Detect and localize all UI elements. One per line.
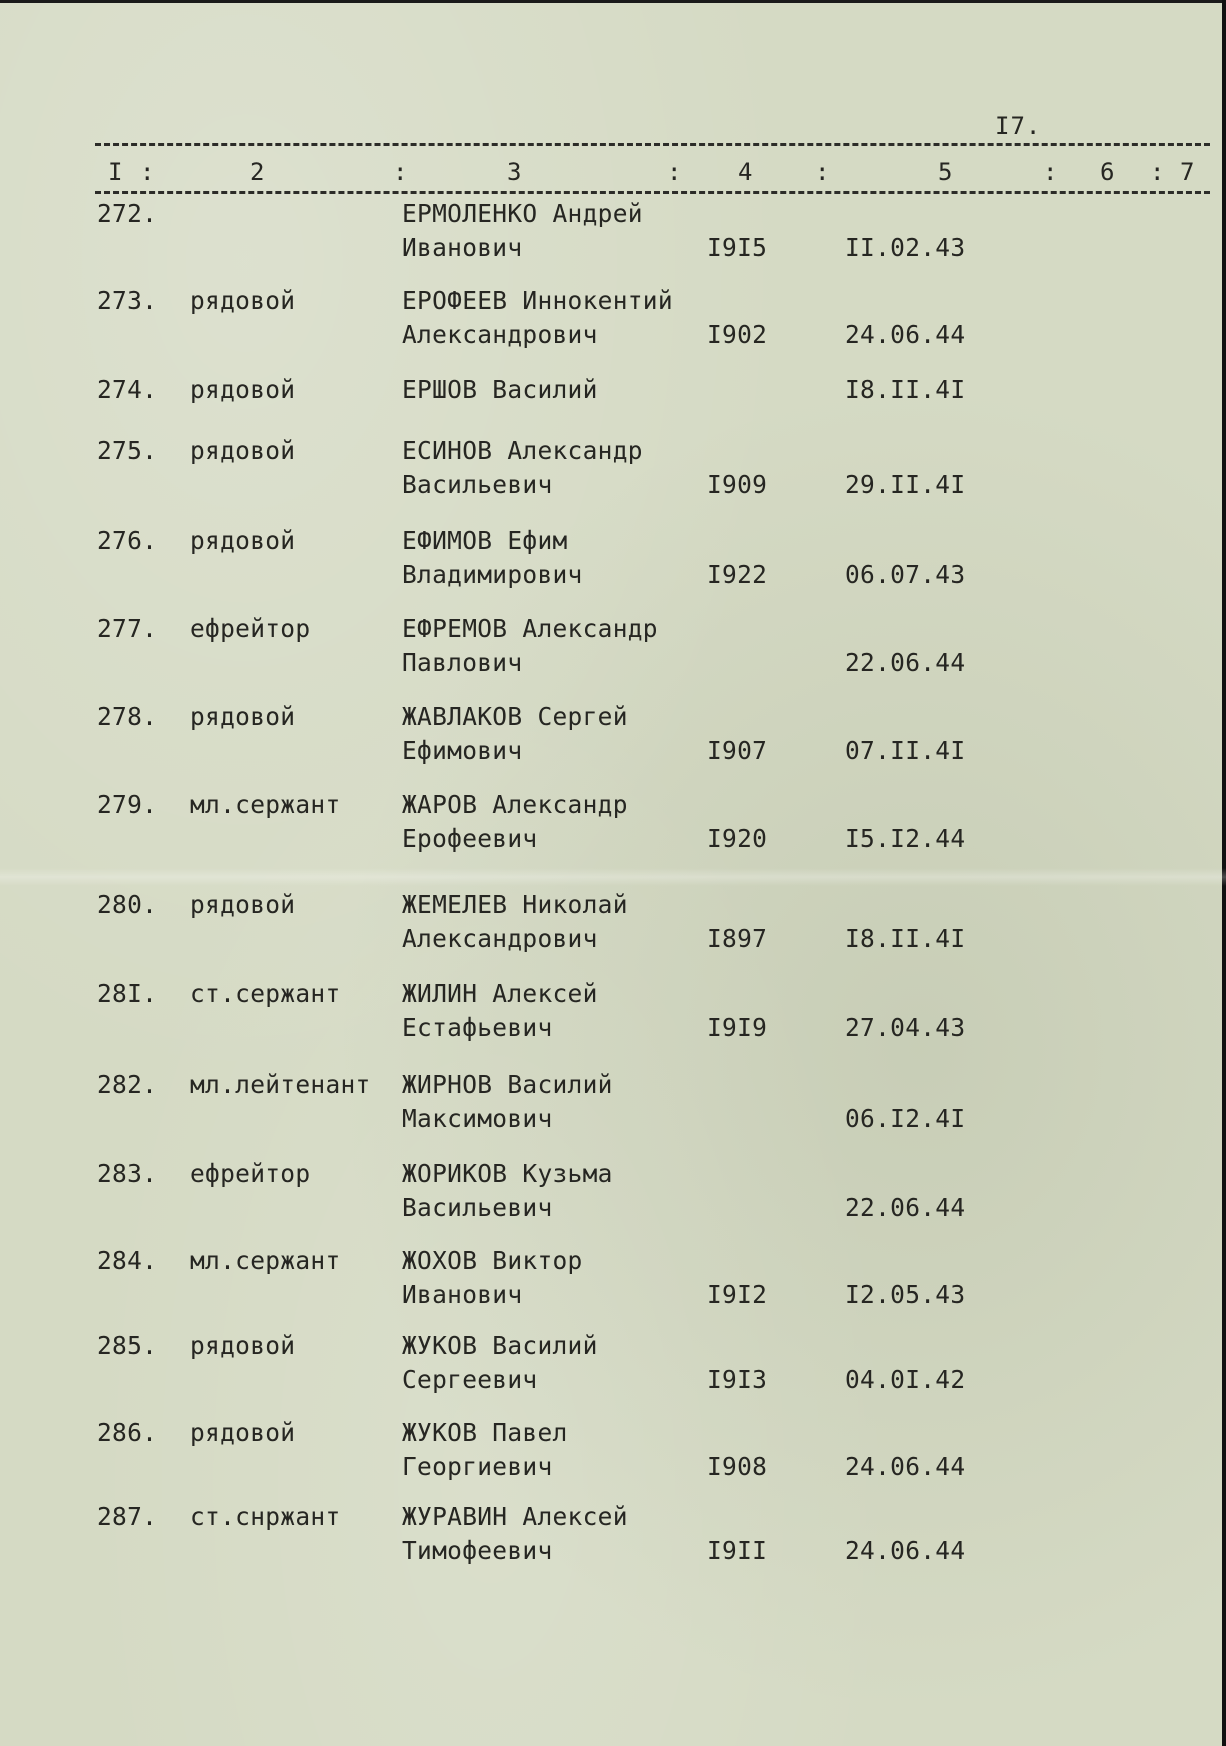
entry-patronymic: Ерофеевич (402, 824, 538, 853)
entry-date: I8.II.4I (845, 375, 966, 404)
entry-date: 24.06.44 (845, 1536, 966, 1565)
list-item (0, 1159, 1226, 1229)
column-header-6: 6 (1100, 158, 1115, 186)
entry-rank: рядовой (190, 375, 296, 404)
entry-surname: ЖУКОВ Павел (402, 1418, 568, 1447)
entry-rank: ефрейтор (190, 614, 311, 643)
entry-date: I2.05.43 (845, 1280, 966, 1309)
entry-rank: рядовой (190, 1418, 296, 1447)
entry-rank: мл.лейтенант (190, 1070, 371, 1099)
paper-fold (0, 868, 1226, 886)
column-separator: : (1150, 158, 1165, 186)
entry-birth-year: I907 (707, 736, 768, 765)
entry-patronymic: Иванович (402, 1280, 523, 1309)
page-number: I7. (995, 112, 1042, 140)
entry-birth-year: I9I9 (707, 1013, 768, 1042)
list-item (0, 890, 1226, 960)
entry-surname: ЖАРОВ Александр (402, 790, 628, 819)
entry-birth-year: I897 (707, 924, 768, 953)
entry-rank: ст.сержант (190, 979, 341, 1008)
entry-number: 283. (97, 1159, 158, 1188)
column-header-4: 4 (738, 158, 753, 186)
list-item (0, 526, 1226, 596)
entry-patronymic: Тимофеевич (402, 1536, 553, 1565)
list-item (0, 1331, 1226, 1401)
entry-date: 04.0I.42 (845, 1365, 966, 1394)
column-header-7: 7 (1180, 158, 1195, 186)
entry-date: 07.II.4I (845, 736, 966, 765)
column-header-3: 3 (507, 158, 522, 186)
entry-birth-year: I909 (707, 470, 768, 499)
entry-birth-year: I922 (707, 560, 768, 589)
entry-birth-year: I9I5 (707, 233, 768, 262)
entry-patronymic: Иванович (402, 233, 523, 262)
column-separator: : (667, 158, 682, 186)
entry-patronymic: Александрович (402, 924, 598, 953)
entry-patronymic: Естафьевич (402, 1013, 553, 1042)
list-item (0, 1418, 1226, 1488)
list-item (0, 790, 1226, 860)
entry-number: 28I. (97, 979, 158, 1008)
entry-surname: ЖОРИКОВ Кузьма (402, 1159, 613, 1188)
column-header-5: 5 (938, 158, 953, 186)
list-item (0, 979, 1226, 1049)
list-item (0, 1070, 1226, 1140)
entry-number: 276. (97, 526, 158, 555)
entry-number: 284. (97, 1246, 158, 1275)
list-item (0, 1502, 1226, 1572)
entry-surname: ЕФИМОВ Ефим (402, 526, 568, 555)
entry-date: I8.II.4I (845, 924, 966, 953)
entry-surname: ЕФРЕМОВ Александр (402, 614, 658, 643)
entry-patronymic: Максимович (402, 1104, 553, 1133)
list-item (0, 199, 1226, 269)
entry-surname: ЕРОФЕЕВ Иннокентий (402, 286, 673, 315)
entry-rank: ст.снржант (190, 1502, 341, 1531)
entry-rank: рядовой (190, 702, 296, 731)
entry-date: 24.06.44 (845, 320, 966, 349)
entry-patronymic: Васильевич (402, 470, 553, 499)
entry-number: 278. (97, 702, 158, 731)
entry-date: 29.II.4I (845, 470, 966, 499)
entry-surname: ЕСИНОВ Александр (402, 436, 643, 465)
column-separator: : (393, 158, 408, 186)
header-top-rule (95, 143, 1210, 146)
entry-surname: ЖУКОВ Василий (402, 1331, 598, 1360)
column-separator: : (1043, 158, 1058, 186)
column-header-2: 2 (250, 158, 265, 186)
entry-birth-year: I9I2 (707, 1280, 768, 1309)
entry-patronymic: Васильевич (402, 1193, 553, 1222)
entry-number: 273. (97, 286, 158, 315)
header-bottom-rule (95, 191, 1210, 194)
entry-rank: ефрейтор (190, 1159, 311, 1188)
entry-rank: рядовой (190, 526, 296, 555)
list-item (0, 614, 1226, 684)
entry-surname: ЖАВЛАКОВ Сергей (402, 702, 628, 731)
entry-patronymic: Павлович (402, 648, 523, 677)
entry-date: 24.06.44 (845, 1452, 966, 1481)
entry-rank: мл.сержант (190, 790, 341, 819)
entry-date: 27.04.43 (845, 1013, 966, 1042)
entry-number: 286. (97, 1418, 158, 1447)
entry-number: 280. (97, 890, 158, 919)
entry-surname: ЖИРНОВ Василий (402, 1070, 613, 1099)
entry-birth-year: I908 (707, 1452, 768, 1481)
entry-rank: рядовой (190, 436, 296, 465)
entry-number: 275. (97, 436, 158, 465)
column-header-1: I (108, 158, 123, 186)
entry-rank: рядовой (190, 286, 296, 315)
column-separator: : (815, 158, 830, 186)
entry-date: 22.06.44 (845, 1193, 966, 1222)
entry-date: 22.06.44 (845, 648, 966, 677)
entry-date: I5.I2.44 (845, 824, 966, 853)
entry-patronymic: Александрович (402, 320, 598, 349)
entry-birth-year: I920 (707, 824, 768, 853)
entry-surname: ЖОХОВ Виктор (402, 1246, 583, 1275)
list-item (0, 286, 1226, 356)
entry-number: 287. (97, 1502, 158, 1531)
entry-surname: ЖЕМЕЛЕВ Николай (402, 890, 628, 919)
entry-surname: ЖУРАВИН Алексей (402, 1502, 628, 1531)
entry-number: 282. (97, 1070, 158, 1099)
entry-patronymic: Георгиевич (402, 1452, 553, 1481)
entry-number: 279. (97, 790, 158, 819)
entry-surname: ЕРШОВ Василий (402, 375, 598, 404)
entry-patronymic: Сергеевич (402, 1365, 538, 1394)
scan-edge-top (0, 0, 1226, 3)
entry-rank: рядовой (190, 890, 296, 919)
list-item (0, 375, 1226, 445)
entry-birth-year: I9II (707, 1536, 768, 1565)
entry-birth-year: I9I3 (707, 1365, 768, 1394)
entry-rank: рядовой (190, 1331, 296, 1360)
entry-birth-year: I902 (707, 320, 768, 349)
entry-number: 285. (97, 1331, 158, 1360)
list-item (0, 436, 1226, 506)
entry-surname: ЕРМОЛЕНКО Андрей (402, 199, 643, 228)
column-separator: : (140, 158, 155, 186)
entry-patronymic: Владимирович (402, 560, 583, 589)
list-item (0, 1246, 1226, 1316)
entry-date: II.02.43 (845, 233, 966, 262)
entry-date: 06.07.43 (845, 560, 966, 589)
entry-surname: ЖИЛИН Алексей (402, 979, 598, 1008)
list-item (0, 702, 1226, 772)
entry-date: 06.I2.4I (845, 1104, 966, 1133)
entry-number: 274. (97, 375, 158, 404)
entry-rank: мл.сержант (190, 1246, 341, 1275)
entry-number: 277. (97, 614, 158, 643)
entry-patronymic: Ефимович (402, 736, 523, 765)
entry-number: 272. (97, 199, 158, 228)
